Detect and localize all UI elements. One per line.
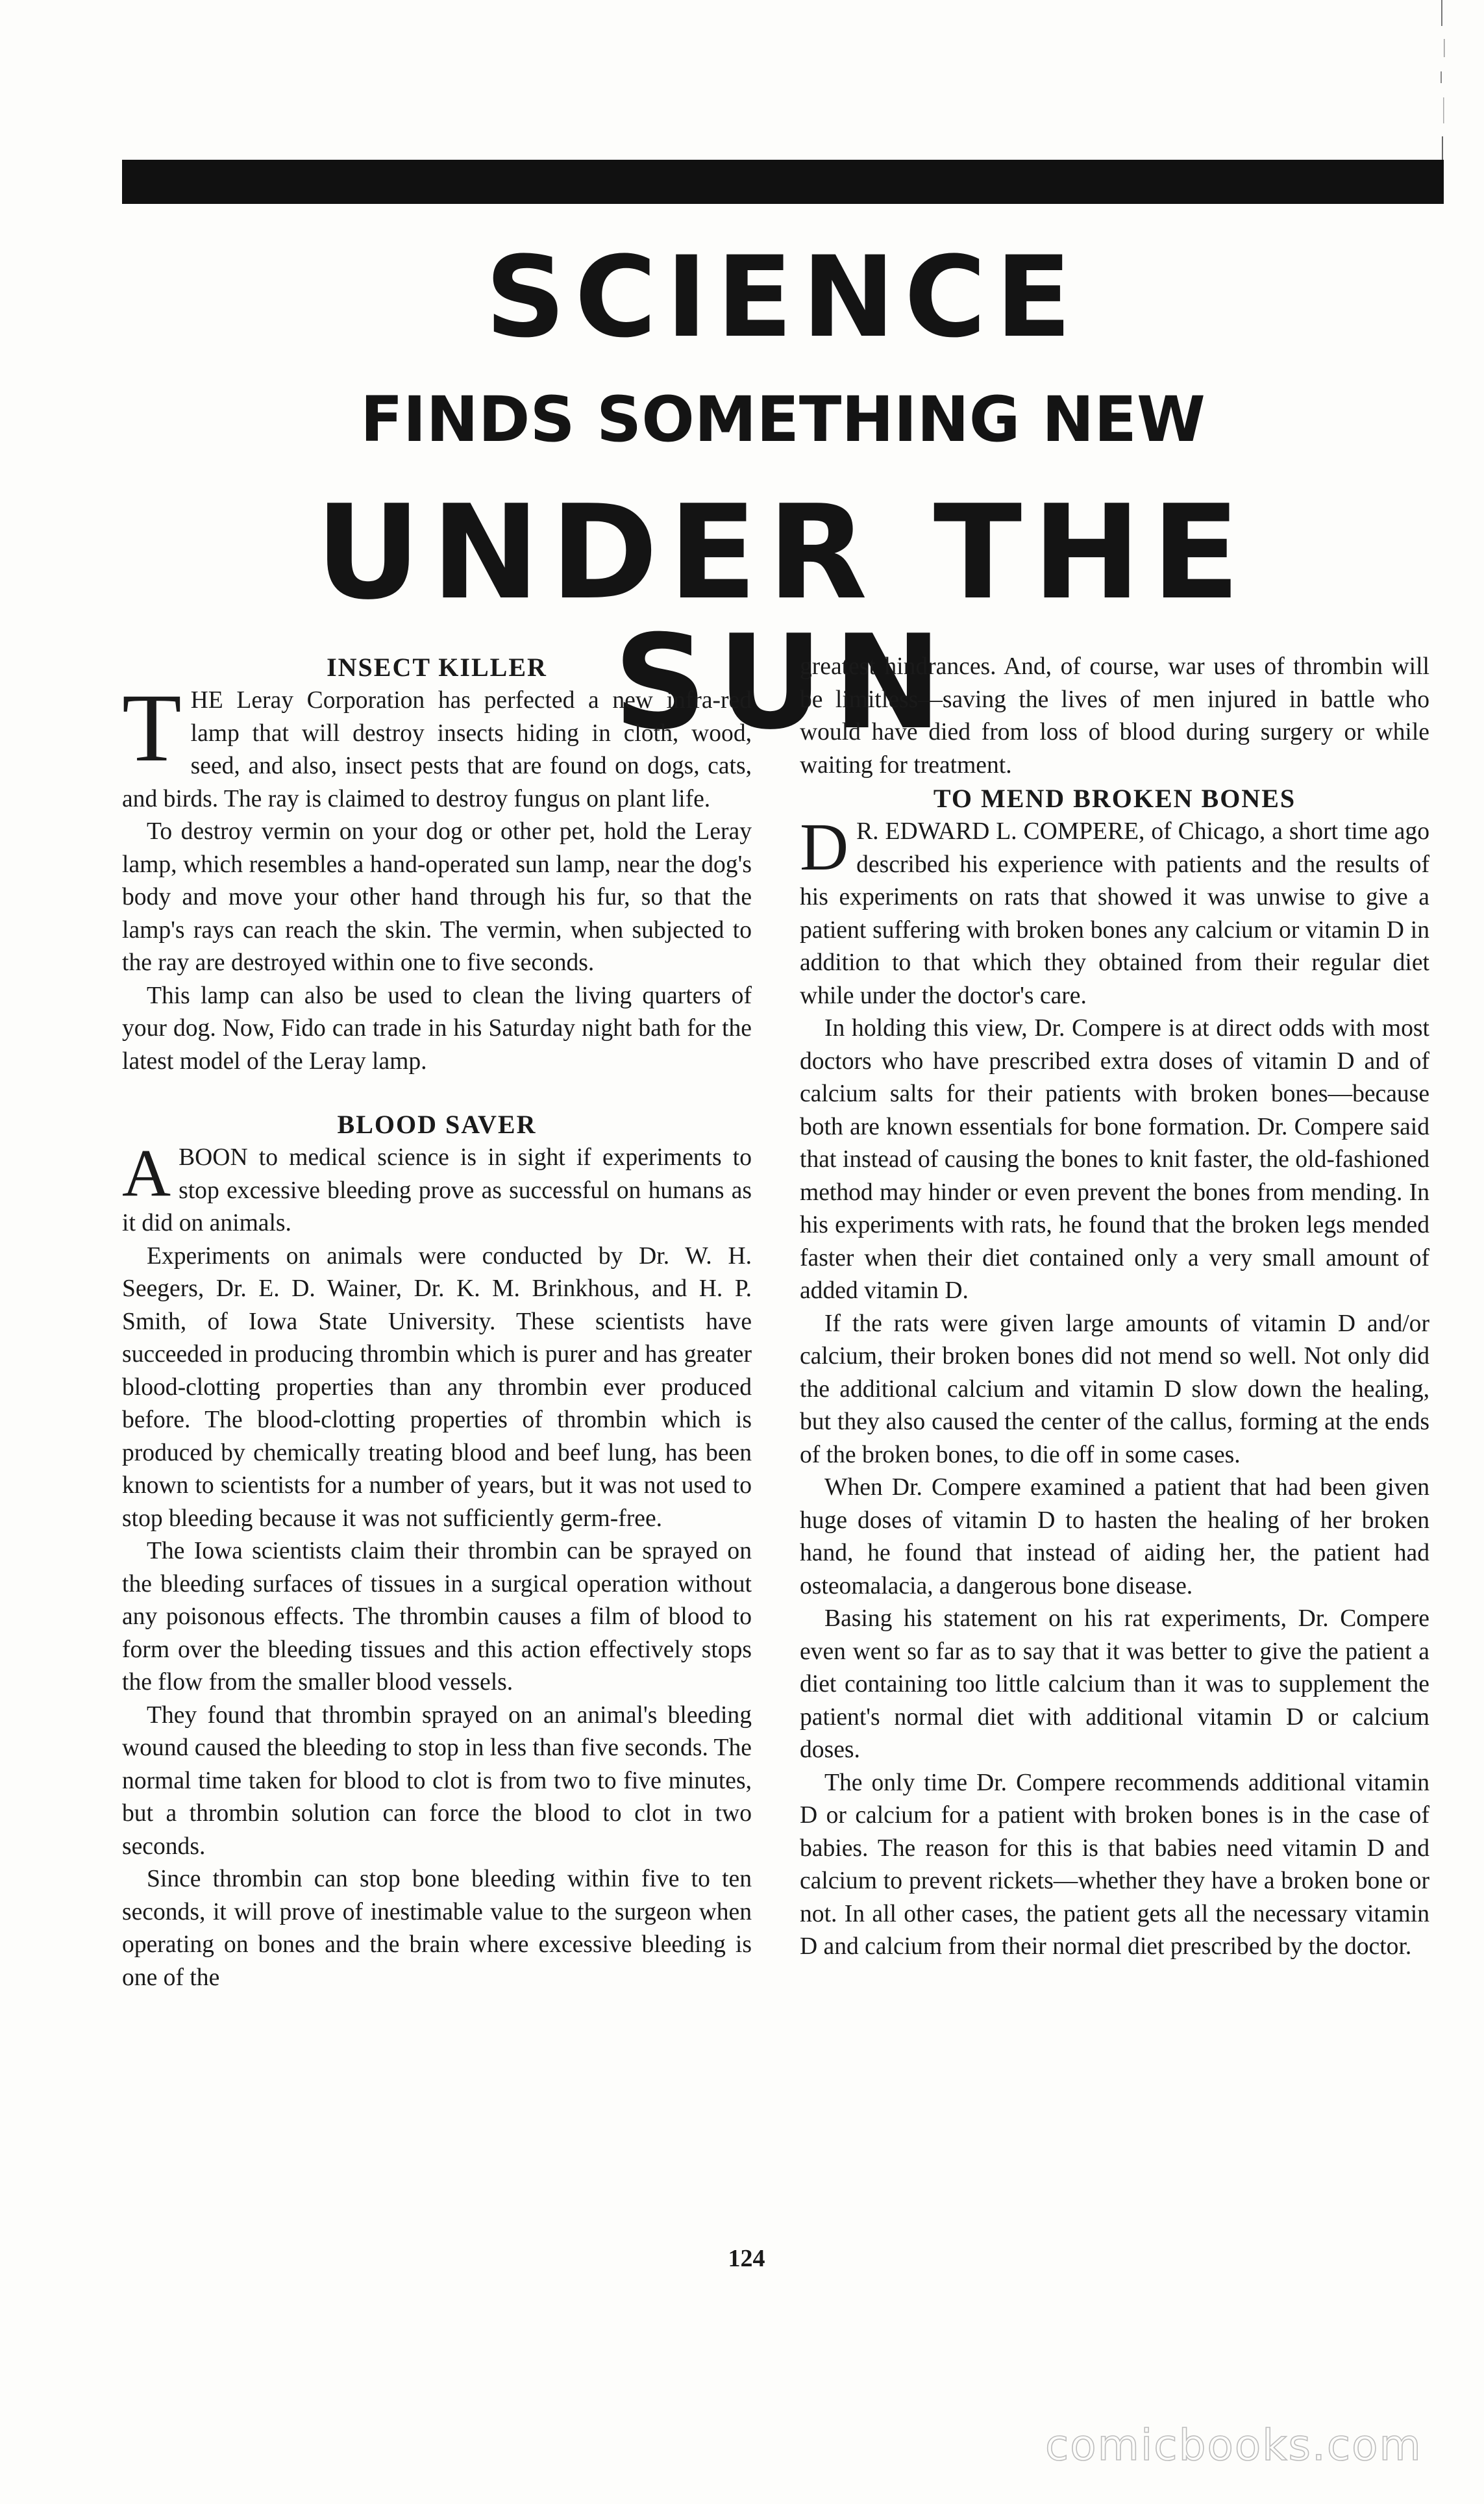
broken-bones-p2: In holding this view, Dr. Compere is at direct odds with most doctors who have prescribed extra doses of vitamin D and of calcium salts for their patients with broken bones—because both are known essentials for bone formation. Dr. Compere said that instead of causing the bones to knit faster, the old-fashioned method may hinder or even prevent the bones from mending. In his experiments with rats, he found that the broken legs mended faster when their diet contained only a very small amount of added vitamin D. (800, 1015, 1429, 1304)
dropcap-t: T (122, 674, 182, 782)
broken-bones-p1-text: R. EDWARD L. COMPERE, of Chicago, a short time ago described his experience with patients and the results of his experiments on rats that showed it was unwise to give a patient suffering with broken bones any calcium or vitamin D in addition to that which they obtained from their regular diet while under the doctor's care. (800, 818, 1429, 1009)
headline-science: SCIENCE (485, 232, 1081, 362)
blood-saver-p3: The Iowa scientists claim their thrombin can be sprayed on the bleeding surfaces of tissues in a surgical operation without any poisonous effects. The thrombin causes a film of blood to form over the bleeding tissues and this action effectively stops the flow from the smaller blood vessels. (122, 1538, 752, 1696)
dropcap-a: A (122, 1136, 171, 1210)
blood-saver-p1 (122, 1136, 752, 1240)
right-column (800, 651, 1429, 1964)
dropcap-d: D (800, 810, 849, 884)
blood-saver-p5-continued: greatest hindrances. And, of course, war uses of thrombin will be limitless—saving the lives of men injured in battle who would have died from loss of blood during surgery or while waiting for treatment. (800, 653, 1429, 779)
page-number: 124 (728, 2245, 765, 2272)
broken-bones-p5: Basing his statement on his rat experiments, Dr. Compere even went so far as to say that it was better to give the patient a diet containing too little calcium than it was to supplement the patient's normal diet with additional vitamin D or calcium doses. (800, 1605, 1429, 1763)
article-insect-killer (122, 651, 752, 1078)
insect-killer-p1-text: HE Leray Corporation has perfected a new infra-red lamp that will destroy insects hiding in cloth, wood, seed, and also, insect pests that are found on dogs, cats, and birds. The ray is claimed to destroy fungus on plant life. (122, 687, 752, 812)
blood-saver-title: BLOOD SAVER (337, 1110, 537, 1139)
article-broken-bones (800, 782, 1429, 1964)
blood-saver-p4: They found that thrombin sprayed on an animal's bleeding wound caused the bleeding to stop in less than five seconds. The normal time taken for blood to clot is from two to five minutes, but a thrombin solution can force the blood to clot in two seconds. (122, 1701, 752, 1860)
insect-killer-p2: To destroy vermin on your dog or other pet, hold the Leray lamp, which resembles a hand-operated sun lamp, near the dog's body and move your other hand through his fur, so that the lamp's rays can reach the skin. The vermin, when subjected to the ray are destroyed within one to five seconds. (122, 818, 752, 976)
insect-killer-p1 (122, 674, 752, 816)
blood-saver-p2: Experiments on animals were conducted by Dr. W. H. Seegers, Dr. E. D. Wainer, Dr. K. M. Brinkhous, and H. P. Smith, of Iowa State University. These scientists have succeeded in producing thrombin which is purer and has greater blood-clotting properties than any thrombin ever produced before. The blood-clotting properties of thrombin which is produced by chemically treating blood and beef lung, has been known to scientists for a number of years, but it was not used to stop bleeding because it was not sufficiently germ-free. (122, 1242, 752, 1532)
broken-bones-p6: The only time Dr. Compere recommends additional vitamin D or calcium for a patient with broken bones is in the case of babies. The reason for this is that babies need vitamin D and calcium to prevent rickets—whether they have a broken bone or not. In all other cases, the patient gets all the necessary vitamin D and calcium from their normal diet prescribed by the doctor. (800, 1769, 1429, 1960)
headline-under-the-sun: UNDER THE SUN (315, 477, 1251, 758)
scan-artifact-marks (1439, 0, 1448, 169)
broken-bones-p1 (800, 810, 1429, 1012)
header-rule (122, 160, 1444, 204)
insect-killer-title: INSECT KILLER (327, 653, 547, 682)
broken-bones-p4: When Dr. Compere examined a patient that had been given huge doses of vitamin D to hasten the healing of her broken hand, he found that instead of aiding her, the patient had osteomalacia, a dangerous bone disease. (800, 1474, 1429, 1599)
blood-saver-p5: Since thrombin can stop bone bleeding within five to ten seconds, it will prove of inestimable value to the surgeon when operating on bones and the brain where excessive bleeding is one of the (122, 1866, 752, 1991)
left-column (122, 651, 752, 1994)
blood-saver-p1-text: BOON to medical science is in sight if experiments to stop excessive bleeding prove as successful on humans as it did on animals. (122, 1144, 752, 1236)
insect-killer-p3: This lamp can also be used to clean the living quarters of your dog. Now, Fido can trade in his Saturday night bath for the latest model of the Leray lamp. (122, 982, 752, 1075)
article-blood-saver (122, 1108, 752, 1994)
broken-bones-p3: If the rats were given large amounts of vitamin D and/or calcium, their broken bones did not mend so well. Not only did the additional calcium and vitamin D slow down the healing, but they also caused the center of the callus, forming at the ends of the broken bones, to die off in some cases. (800, 1310, 1429, 1468)
watermark-logo: comicbooks.com (1045, 2420, 1422, 2470)
broken-bones-title: TO MEND BROKEN BONES (933, 784, 1296, 813)
headline-finds-something-new: FINDS SOMETHING NEW (360, 383, 1206, 456)
